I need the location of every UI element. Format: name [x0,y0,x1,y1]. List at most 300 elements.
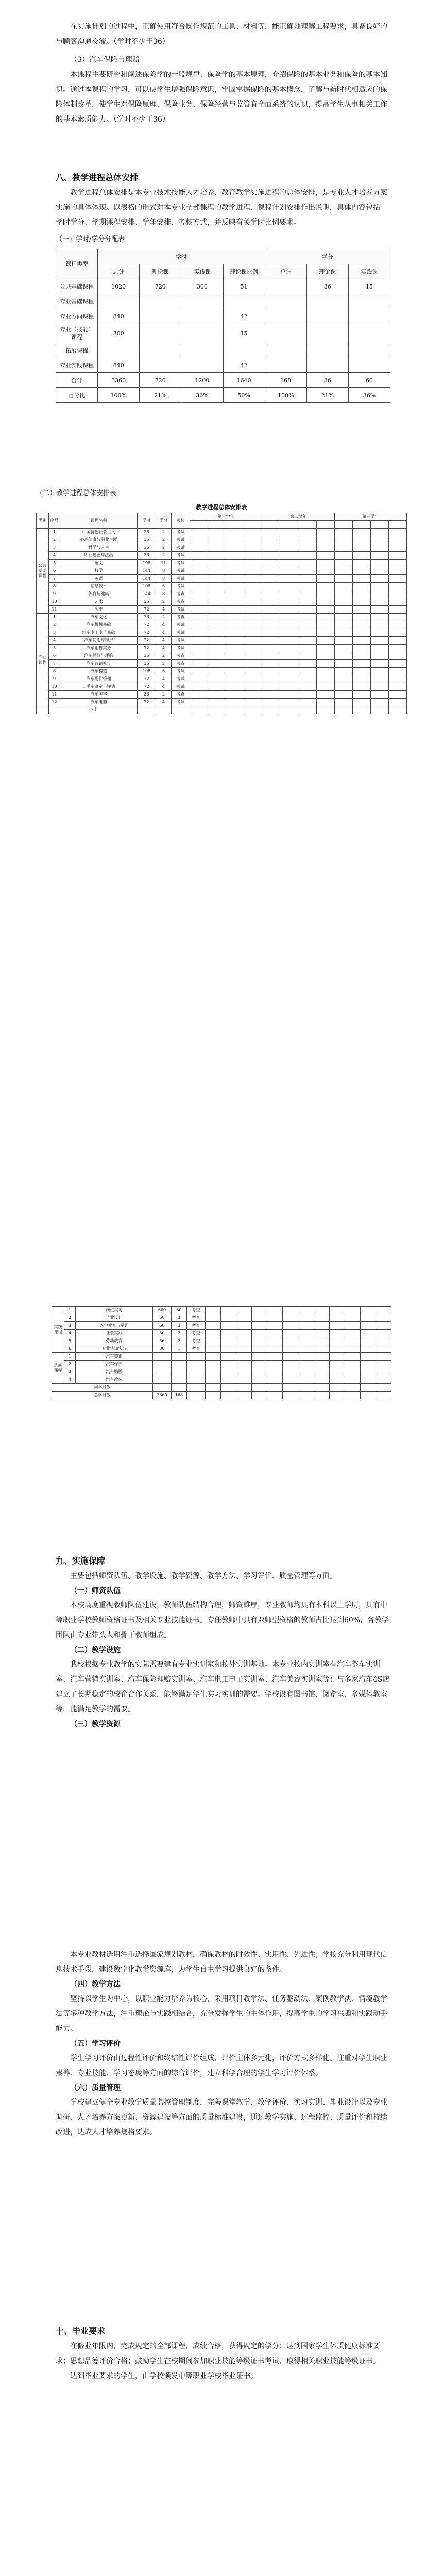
table-cell: 汽车改装 [76,1376,153,1384]
table-cell: 汽车营销礼仪 [60,660,138,668]
term-cell [208,583,226,590]
term-cell [280,668,298,675]
table-cell: 3 [64,1322,76,1330]
section-10-heading: 十、毕业要求 [56,2326,106,2336]
term-cell [370,552,388,560]
table-row [37,652,407,660]
table-cell: 劳动教育 [76,1337,153,1345]
term-cell [206,1368,221,1376]
table-cell: 3 [49,629,60,637]
total-label: 小计 [49,706,138,714]
term-cell [334,660,352,668]
term-cell [226,621,244,629]
term-cell [190,637,208,645]
table-cell: 职业道德与法治 [60,552,138,560]
table-cell: 汽车配件管理 [60,675,138,683]
row-label: 专业（技能）课程 [56,324,98,343]
term-cell [208,621,226,629]
term-cell [316,675,334,683]
term-cell [252,1330,267,1337]
table-cell: 数学 [60,567,138,575]
term-cell [221,1353,236,1361]
term-cell [329,1337,345,1345]
quality-paragraph: 学校建立健全专业教学质量监控管理制度，完善课堂教学、教学评价、实习实训、毕业设计以及专业调研、人才培养方案更新、资源建设等方面的质量标准建设，通过教学实施、过程监控、质量评价和持续改进，达成人才培养规格要求。 [56,2098,387,2137]
term-cell [314,1376,329,1384]
term-cell [352,660,370,668]
table-cell [190,706,208,714]
term-cell [280,699,298,706]
term-cell [252,1345,267,1353]
term-cell [370,621,388,629]
term-cell [190,629,208,637]
table-cell [181,324,223,343]
term-cell [352,683,370,691]
table-row [37,552,407,560]
term-cell [388,614,406,621]
term-cell [316,683,334,691]
term-cell [208,668,226,675]
facilities-heading: （二）教学设施 [70,1646,121,1654]
table-cell: 中国特色社会主义 [60,529,138,536]
term-cell [280,606,298,614]
table-cell: 汽车电器 [60,699,138,706]
table-cell: 7 [49,660,60,668]
term-cell [352,552,370,560]
term-cell [226,660,244,668]
intro-section [56,20,390,127]
term-cell [190,645,208,652]
section-10 [56,2324,390,2384]
grand-total-row [52,1392,391,1399]
resources-heading: （三）教学资源 [70,1720,121,1728]
term-cell [262,668,280,675]
term-cell [280,560,298,567]
table-cell [306,324,348,343]
term-cell [262,699,280,706]
table-cell: 36% [181,388,223,403]
table-cell: 36 [138,660,156,668]
term-cell [370,652,388,660]
table-cell: 3 [64,1368,76,1376]
table-cell: 720 [140,373,181,388]
col-hours: 学时 [138,513,156,529]
term-cell [190,529,208,536]
table-cell: 5 [49,560,60,567]
term-cell [262,629,280,637]
table-row [37,621,407,629]
table-row [56,309,390,324]
term-cell [352,621,370,629]
term-cell [221,1368,236,1376]
table-cell: 15 [348,279,390,294]
term-cell [388,629,406,637]
term-cell [190,560,208,567]
table-cell: 36 [138,536,156,544]
table-cell: 考查 [172,660,190,668]
table-cell: 72 [138,637,156,645]
grand-total-hours: 3360 [153,1392,172,1399]
term-cell [316,652,334,660]
term-cell [345,1353,360,1361]
term-cell [298,536,316,544]
table-cell: 1 [49,529,60,536]
term-cell [352,645,370,652]
term-cell [172,1368,187,1376]
term-cell [283,1376,298,1384]
term-cell [252,1307,267,1314]
term-cell [244,606,262,614]
term-cell [370,645,388,652]
term-cell [206,1345,221,1353]
table-row [37,675,407,683]
table-cell: 168 [265,373,306,388]
term-cell [376,1307,391,1314]
table-cell [98,343,140,358]
row-label: 拓展课程 [56,343,98,358]
term-cell [280,536,298,544]
term-cell [352,529,370,536]
term-cell [298,645,316,652]
table-cell [267,1384,283,1392]
section-8-paragraph: 教学进程总体安排是本专业技术技能人才培养、教育教学实施进程的总体安排，是专业人才培养方案实施的具体体现。以表格的形式对本专业全部课程的教学进程、课程计划安排作出说明，具体内容包括：学时学分、学期课程安排、学年安排、考核方式，并反映有关学时比例要求。 [56,189,387,227]
term-cell [334,544,352,552]
term-cell [244,652,262,660]
term-cell [244,660,262,668]
table-row [37,590,407,598]
term-cell [334,606,352,614]
term-cell [208,529,226,536]
table-cell: 30 [153,1330,172,1337]
term-cell [329,1330,345,1337]
table-cell: 3 [172,1314,187,1322]
term-cell [314,1345,329,1353]
term-cell [236,1330,252,1337]
table-cell: 42 [223,309,265,324]
table-cell: 考查 [187,1345,206,1353]
section-9-continued [56,1947,390,2140]
term-cell [316,598,334,606]
term-cell [244,552,262,560]
term-cell [280,660,298,668]
term-cell [298,614,316,621]
term-cell [370,668,388,675]
term-cell [298,1337,314,1345]
term-cell [267,1307,283,1314]
table-cell: 8 [49,583,60,590]
term-cell [244,675,262,683]
table-cell: 1020 [98,279,140,294]
intro-paragraph: 在实施计划的过程中，正确使用符合操作规范的工具、材料等，能正确地理解工程要求，具备良好的与顾客沟通交流。（学时不少于36） [56,23,387,46]
term-cell [190,652,208,660]
term-cell [388,652,406,660]
table-row [37,691,407,699]
table-cell: 2 [156,614,172,621]
table-row [56,358,390,373]
term-cell [334,590,352,598]
table-cell: 考查 [172,598,190,606]
term-cell [252,1353,267,1361]
table-cell [236,1384,252,1392]
term-cell [298,1368,314,1376]
term-cell [208,660,226,668]
table-row [37,567,407,575]
methods-paragraph: 坚持以学生为中心，以职业能力培养为核心，采用项目教学法、任务驱动法、案例教学法、情境教学法等多种教学方法，注重理论与实践相结合，充分发挥学生的主体作用，提高学生的学习兴趣和实践动手能力。 [56,1995,387,2033]
table-cell: 2 [49,621,60,629]
term-cell [314,1353,329,1361]
section-8 [56,170,390,403]
term-cell [244,598,262,606]
term-cell [280,575,298,583]
term-cell [352,567,370,575]
term-cell [280,629,298,637]
table-row [52,1345,391,1353]
term-cell [298,1376,314,1384]
table-cell: 51 [223,279,265,294]
table-cell: 考试 [172,583,190,590]
table-cell: 36 [153,1337,172,1345]
table-cell: 36 [138,552,156,560]
table-cell [280,706,298,714]
term-cell [226,536,244,544]
table-cell [345,1384,360,1392]
table-cell: 艺术 [60,598,138,606]
term-cell [226,583,244,590]
term-cell [283,1353,298,1361]
section-8-heading: 八、教学进程总体安排 [56,173,139,182]
table-cell [172,706,190,714]
term-cell [334,567,352,575]
term-cell [244,614,262,621]
term-cell [190,675,208,683]
term-cell [345,1361,360,1368]
term-cell [298,1330,314,1337]
term-cell [252,1314,267,1322]
term-cell [388,683,406,691]
term-cell [267,1330,283,1337]
term-cell [376,1322,391,1330]
row-label: 专业方向课程 [56,309,98,324]
term-cell [298,1361,314,1368]
term-cell [370,560,388,567]
term-cell [334,552,352,560]
table-cell: 考查 [172,652,190,660]
term-cell [370,536,388,544]
group-label: 公共基础课程 [37,529,49,614]
table-cell: 2 [172,1330,187,1337]
term-cell [298,660,316,668]
table-cell: 2 [156,536,172,544]
term-cell [226,544,244,552]
term-cell [316,590,334,598]
term-cell [208,699,226,706]
sum-row [52,1384,391,1392]
term-cell [236,1361,252,1368]
table-cell: 100% [98,388,140,403]
table-cell: 1 [49,614,60,621]
term-cell [244,560,262,567]
term-cell [244,590,262,598]
col-credits: 学分 [265,249,390,264]
term-cell [267,1337,283,1345]
term-cell [283,1322,298,1330]
table-cell [140,358,181,373]
table-cell [352,706,370,714]
table-row [52,1368,391,1376]
term-cell [262,583,280,590]
methods-heading: （四）教学方法 [70,1980,121,1989]
table-cell: 11 [49,691,60,699]
term-cell [208,598,226,606]
term-cell [329,1314,345,1322]
term-cell [298,1353,314,1361]
col-category: 类别 [37,513,49,529]
table-cell: 汽车保险与理赔 [60,652,138,660]
col-credit-total: 总计 [265,264,306,279]
term-cell [226,614,244,621]
term-cell [262,691,280,699]
term-cell [314,1322,329,1330]
term-cell [388,536,406,544]
table-cell: 8 [156,590,172,598]
term-cell [376,1337,391,1345]
term-cell [208,614,226,621]
term-cell [280,567,298,575]
row-label: 专业基础课程 [56,294,98,309]
table2-title: 教学进程总体安排表 [196,504,247,511]
term-cell [388,560,406,567]
table-cell: 4 [156,637,172,645]
term-cell [388,529,406,536]
term-cell [388,583,406,590]
schedule-table-section [36,484,407,714]
table-cell: 考试 [172,668,190,675]
term-cell [267,1376,283,1384]
term-cell [280,621,298,629]
term-cell [280,683,298,691]
table-cell: 6 [64,1345,76,1353]
intro-paragraph-2: 本课程主要研究和阐述保险学的一般规律、保险学的基本原理，介绍保险的基本业务和保险的基本知识。通过本课程的学习，可以使学生增强保险意识，牢固掌握保险的基本概念，了解与新时代相适应的保险体制改革，使学生对保险原理、保险业务、保险经营与监管有全面系统的认识，提高学生从事相关工作的基本素质能力。（学时不少于36） [56,71,387,124]
term-cell [280,614,298,621]
term-cell [244,699,262,706]
term-cell [252,1368,267,1376]
row-label: 百分比 [56,388,98,403]
table-cell: 考查 [187,1337,206,1345]
table-cell: 72 [138,645,156,652]
term-cell [352,606,370,614]
term-cell [352,675,370,683]
term-cell [283,1345,298,1353]
term-cell [283,1330,298,1337]
table-cell: 汽车构造 [60,668,138,675]
term-cell [298,675,316,683]
term-cell [334,675,352,683]
term-cell [252,1376,267,1384]
term-cell [221,1337,236,1345]
term-cell [334,637,352,645]
term-cell [352,560,370,567]
group-label: 选修课程 [52,1353,64,1384]
table-cell [306,294,348,309]
term-cell [280,590,298,598]
col-credits: 学分 [156,513,172,529]
table-cell: 50% [223,388,265,403]
term-cell [370,567,388,575]
table-row [37,629,407,637]
table-cell: 2 [64,1314,76,1322]
table-cell: 入学教育与军训 [76,1322,153,1330]
table-cell [138,706,156,714]
term-cell [298,552,316,560]
term-cell [262,552,280,560]
table-cell: 9 [49,675,60,683]
table-cell [187,1392,206,1399]
term-cell [283,1337,298,1345]
term-cell [190,536,208,544]
table-row [52,1322,391,1330]
term-cell [226,575,244,583]
table-row [37,536,407,544]
table-cell: 60 [348,373,390,388]
table-cell: 600 [153,1307,172,1314]
term-cell [187,1353,206,1361]
table-cell [314,1392,329,1399]
term-cell [262,567,280,575]
table-cell [306,358,348,373]
term-cell [206,1337,221,1345]
table-cell [265,309,306,324]
term-cell [252,1361,267,1368]
term-cell [226,652,244,660]
table-row [56,343,390,358]
table-cell [223,343,265,358]
term-cell [314,1307,329,1314]
term-cell [360,1314,376,1322]
table-row [37,668,407,675]
term-cell [334,629,352,637]
table-cell: 4 [49,637,60,645]
term-cell [262,645,280,652]
term-cell [388,544,406,552]
intro-subheading: （3）汽车保险与理赔 [70,56,140,64]
table-row [37,583,407,590]
term-cell [283,1368,298,1376]
term-cell [206,1353,221,1361]
term-cell [352,583,370,590]
term-cell [262,683,280,691]
term-cell [360,1345,376,1353]
term-cell [334,529,352,536]
table-cell [244,706,262,714]
table-cell: 2 [156,652,172,660]
table-cell [252,1392,267,1399]
term-cell [352,536,370,544]
term-cell [298,560,316,567]
staff-paragraph: 本校高度重视教师队伍建设，教师队伍结构合理，师资雄厚，专业教师均具有本科以上学历，具有中等职业学校教师资格证书及相关专业技能证书。专任教师中具有双师型资格的教师占比达到60%，各教学团队由专业带头人和骨干教师组成。 [56,1601,389,1639]
table-cell: 6 [49,652,60,660]
table-cell: 心理健康与职业生涯 [60,536,138,544]
table-row [52,1376,391,1384]
table-cell [265,343,306,358]
term-cell [345,1330,360,1337]
table-cell: 历史 [60,606,138,614]
table-cell: 专业认知实习 [76,1345,153,1353]
term-cell [370,544,388,552]
term-cell [316,614,334,621]
term-cell [352,614,370,621]
term-cell [262,675,280,683]
term-cell [226,590,244,598]
section-9-heading: 九、实施保障 [56,1556,106,1566]
